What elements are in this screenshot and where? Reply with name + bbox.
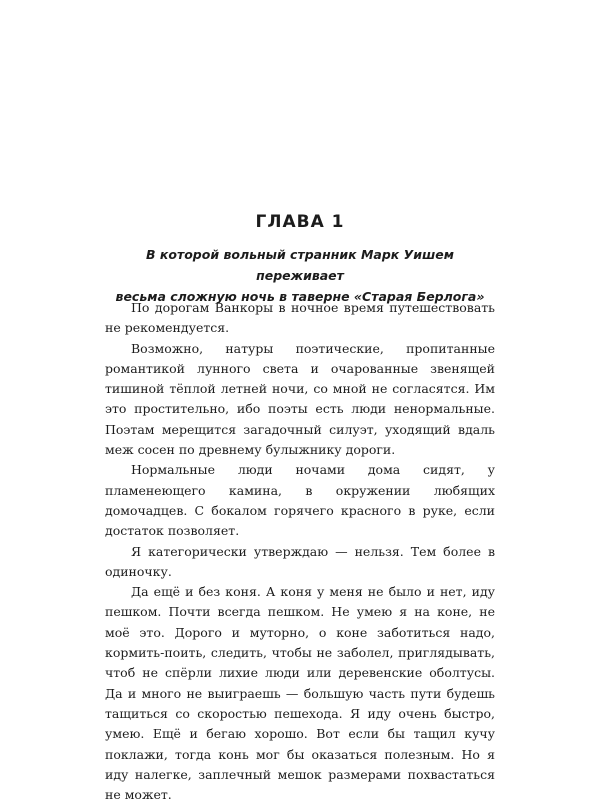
paragraph-4: Я категорически утверждаю — нельзя. Тем более в одиночку. — [105, 543, 495, 579]
paragraph-1: По дорогам Ванкоры в ночное время путешествовать не рекомендуется. — [105, 300, 495, 336]
paragraph-2: Возможно, натуры поэтические, пропитанные романтикой лунного света и очарованные звенящей тишиной тёплой летней ночи, со мной не согласятся. Им это простительно, ибо поэты есть люди ненормальные. Поэтам мерещится загадочный силуэт, уходящий вдаль меж сосен по древнему булыжнику дороги. — [105, 340, 495, 458]
paragraph-5: Да ещё и без коня. А коня у меня не было и нет, иду пешком. Почти всегда пешком. Не умею я на коне, не моё это. Дорого и муторно, о коне заботиться надо, кормить-поить, следить, чтобы не заболел, приглядывать, чтоб не спёрли лихие люди или деревенские оболтусы. Да и много не выиграешь — большую часть пути будешь тащиться со скоростью пешехода. Я иду очень быстро, умею. Ещё и бегаю хорошо. Вот если бы тащил кучу поклажи, тогда конь мог бы оказаться полезным. Но я иду налегке, заплечный мешок размерами похвастаться не может. — [105, 584, 495, 803]
chapter-subtitle-line-2: весьма сложную ночь в таверне «Старая Берлога» — [115, 289, 485, 304]
paragraph-3: Нормальные люди ночами дома сидят, у пламенеющего камина, в окружении любящих домочадцев. С бокалом горячего красного в руке, если достаток позволяет. — [105, 462, 495, 539]
chapter-body — [105, 298, 495, 805]
chapter-title: ГЛАВА 1 — [255, 212, 345, 232]
chapter-subtitle-line-1: В которой вольный странник Марк Уишем переживает — [146, 247, 454, 283]
